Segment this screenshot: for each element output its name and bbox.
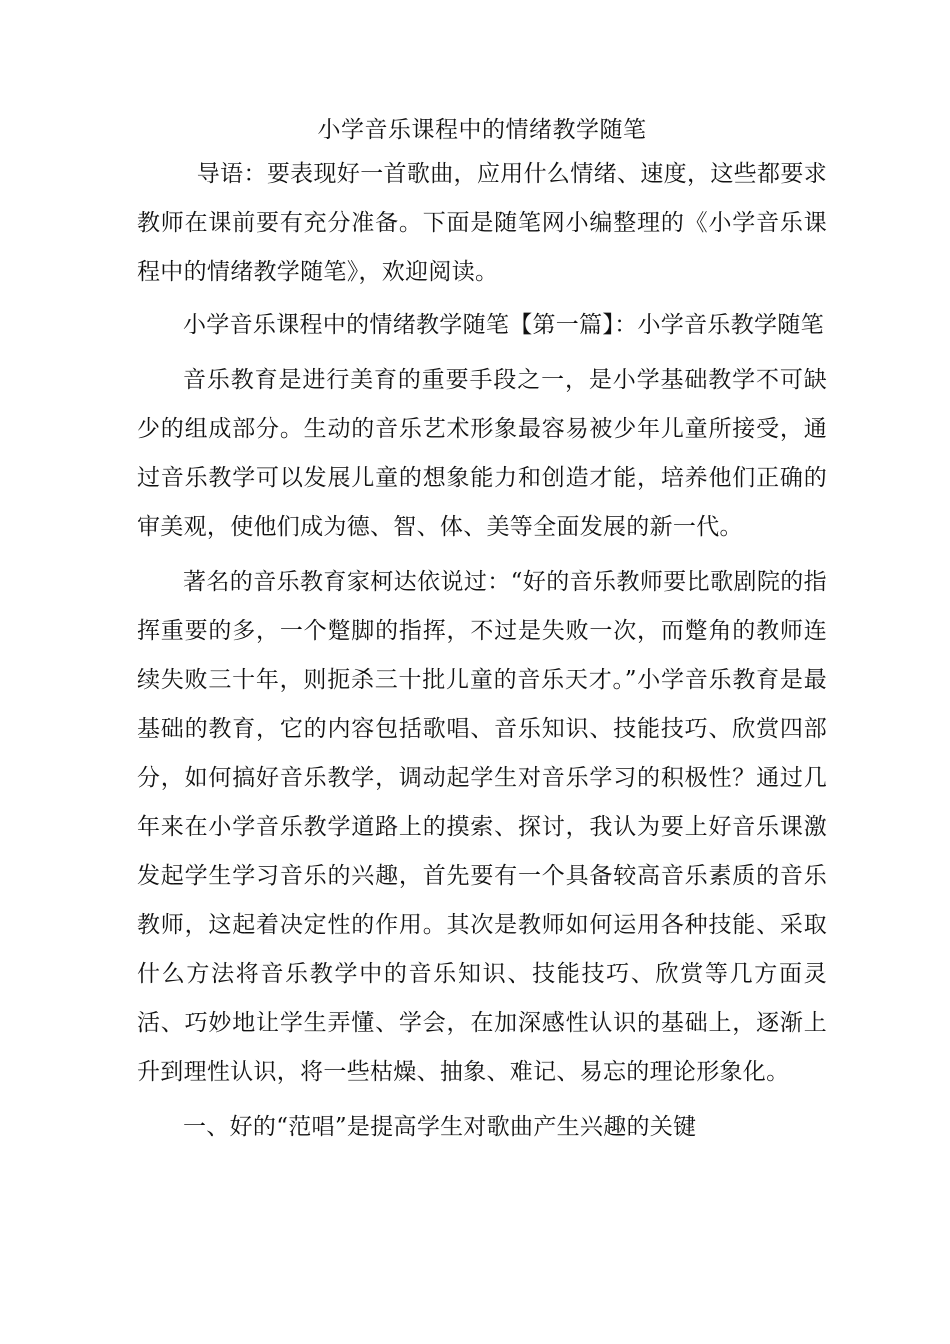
document-page [137, 110, 827, 1152]
document-title: 小学音乐课程中的情绪教学随笔 [317, 117, 647, 143]
subsection-heading-demo-singing: 一、好的“范唱”是提高学生对歌曲产生兴趣的关键 [183, 1114, 697, 1140]
body-paragraph-kodaly-quote: 著名的音乐教育家柯达依说过：“好的音乐教师要比歌剧院的指挥重要的多，一个蹩脚的指挥，不过是失败一次，而蹩角的教师连续失败三十年，则扼杀三十批儿童的音乐天才。”小学音乐教育是最基础的教育，它的内容包括歌唱、音乐知识、技能技巧、欣赏四部分，如何搞好音乐教学，调动起学生对音乐学习的积极性？通过几年来在小学音乐教学道路上的摸索、探讨，我认为要上好音乐课激发起学生学习音乐的兴趣，首先要有一个具备较高音乐素质的音乐教师，这起着决定性的作用。其次是教师如何运用各种技能、采取什么方法将音乐教学中的音乐知识、技能技巧、欣赏等几方面灵活、巧妙地让学生弄懂、学会，在加深感性认识的基础上，逐渐上升到理性认识，将一些枯燥、抽象、难记、易忘的理论形象化。 [137, 569, 827, 1085]
body-paragraph-music-education: 音乐教育是进行美育的重要手段之一，是小学基础教学不可缺少的组成部分。生动的音乐艺术形象最容易被少年儿童所接受，通过音乐教学可以发展儿童的想象能力和创造才能，培养他们正确的审美观，使他们成为德、智、体、美等全面发展的新一代。 [137, 367, 827, 540]
section-heading-first-article: 小学音乐课程中的情绪教学随笔【第一篇】：小学音乐教学随笔 [183, 312, 824, 338]
intro-paragraph: 导语：要表现好一首歌曲，应用什么情绪、速度，这些都要求教师在课前要有充分准备。下面是随笔网小编整理的《小学音乐课程中的情绪教学随笔》，欢迎阅读。 [137, 161, 827, 285]
